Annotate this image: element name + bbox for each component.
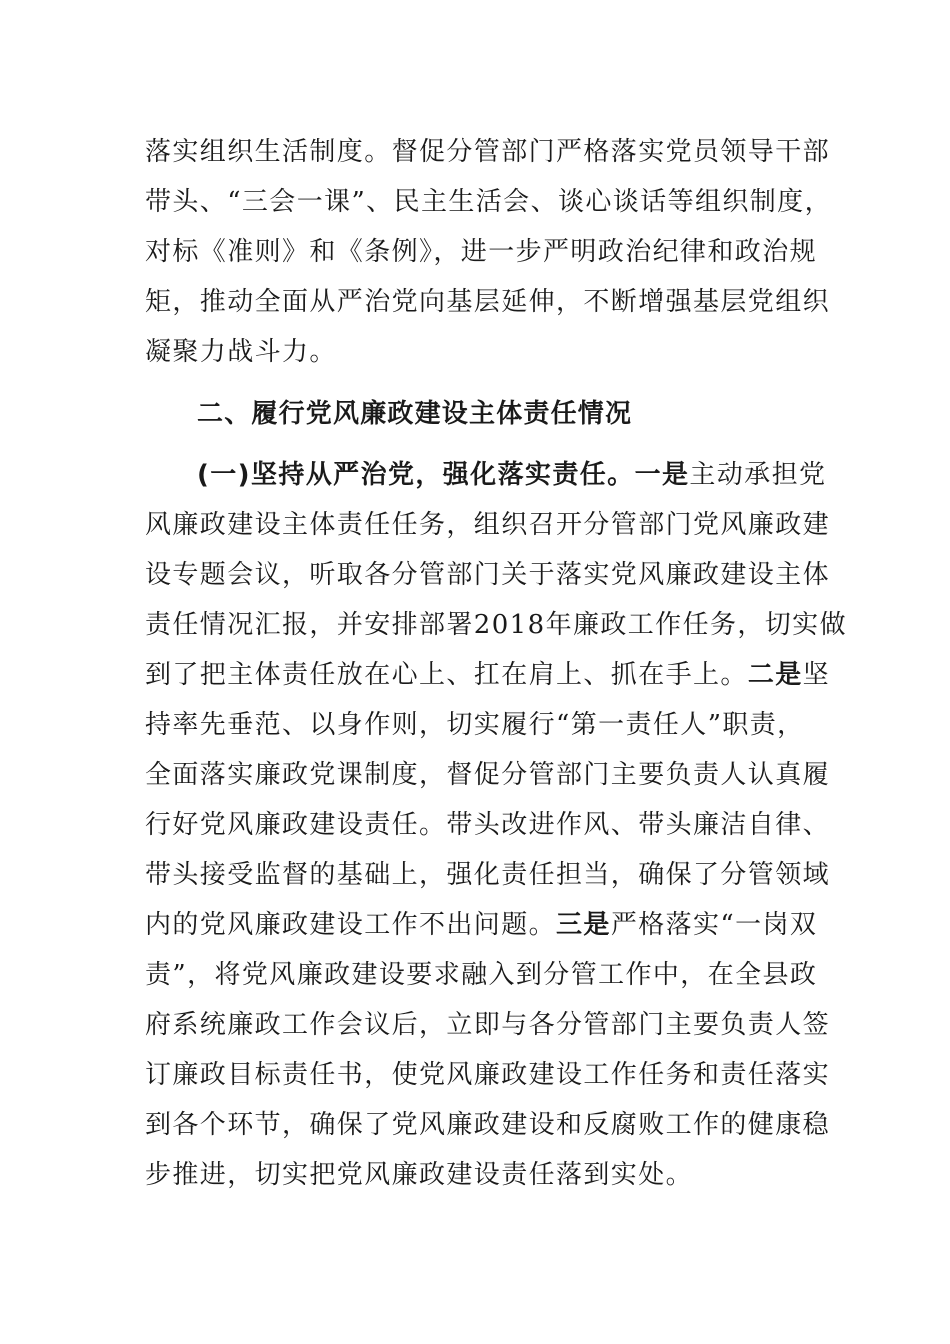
paragraph-1-line-1: 落实组织生活制度。督促分管部门严格落实党员领导干部 <box>145 137 831 167</box>
paragraph-2-line-1-text: 主动承担党 <box>689 460 827 490</box>
paragraph-2-line-6: 持率先垂范、以身作则，切实履行“第一责任人”职责， <box>145 710 805 740</box>
paragraph-2-line-5-text: 到了把主体责任放在心上、扛在肩上、抓在手上。 <box>145 660 748 690</box>
paragraph-2-line-5-tail: 坚 <box>802 660 831 690</box>
paragraph-2-line-5 <box>145 653 830 697</box>
paragraph-1-line-5: 凝聚力战斗力。 <box>145 337 337 367</box>
paragraph-2-line-8: 行好党风廉政建设责任。带头改进作风、带头廉洁自律、 <box>145 810 831 840</box>
paragraph-2-line-10 <box>145 903 817 947</box>
section-heading: 二、履行党风廉政建设主体责任情况 <box>197 399 633 429</box>
point-marker-two: 二是 <box>747 660 803 690</box>
paragraph-2-line-1 <box>197 453 826 497</box>
paragraph-1-line-2: 带头、“三会一课”、民主生活会、谈心谈话等组织制度， <box>145 187 832 217</box>
paragraph-2-line-9: 带头接受监督的基础上，强化责任担当，确保了分管领域 <box>145 860 831 890</box>
paragraph-2-line-3: 设专题会议，听取各分管部门关于落实党风廉政建设主体 <box>145 560 831 590</box>
paragraph-2-line-13: 订廉政目标责任书，使党风廉政建设工作任务和责任落实 <box>145 1060 831 1090</box>
paragraph-2-line-15: 步推进，切实把党风廉政建设责任落到实处。 <box>145 1160 694 1190</box>
paragraph-2-line-4: 责任情况汇报，并安排部署2018年廉政工作任务，切实做 <box>145 610 847 640</box>
paragraph-2-line-10-tail: 严格落实“一岗双 <box>610 910 818 940</box>
paragraph-2-line-12: 府系统廉政工作会议后，立即与各分管部门主要负责人签 <box>145 1010 831 1040</box>
paragraph-2-line-14: 到各个环节，确保了党风廉政建设和反腐败工作的健康稳 <box>145 1110 831 1140</box>
paragraph-2-line-11: 责”，将党风廉政建设要求融入到分管工作中，在全县政 <box>145 960 818 990</box>
paragraph-2-line-10-text: 内的党风廉政建设工作不出问题。 <box>145 910 557 940</box>
subsection-title: (一)坚持从严治党，强化落实责任。一是 <box>197 460 690 490</box>
paragraph-1-line-3: 对标《准则》和《条例》，进一步严明政治纪律和政治规 <box>145 237 818 267</box>
paragraph-1-line-4: 矩，推动全面从严治党向基层延伸，不断增强基层党组织 <box>145 287 831 317</box>
paragraph-2-line-2: 风廉政建设主体责任任务，组织召开分管部门党风廉政建 <box>145 510 831 540</box>
point-marker-three: 三是 <box>556 910 611 940</box>
paragraph-2-line-7: 全面落实廉政党课制度，督促分管部门主要负责人认真履 <box>145 760 831 790</box>
